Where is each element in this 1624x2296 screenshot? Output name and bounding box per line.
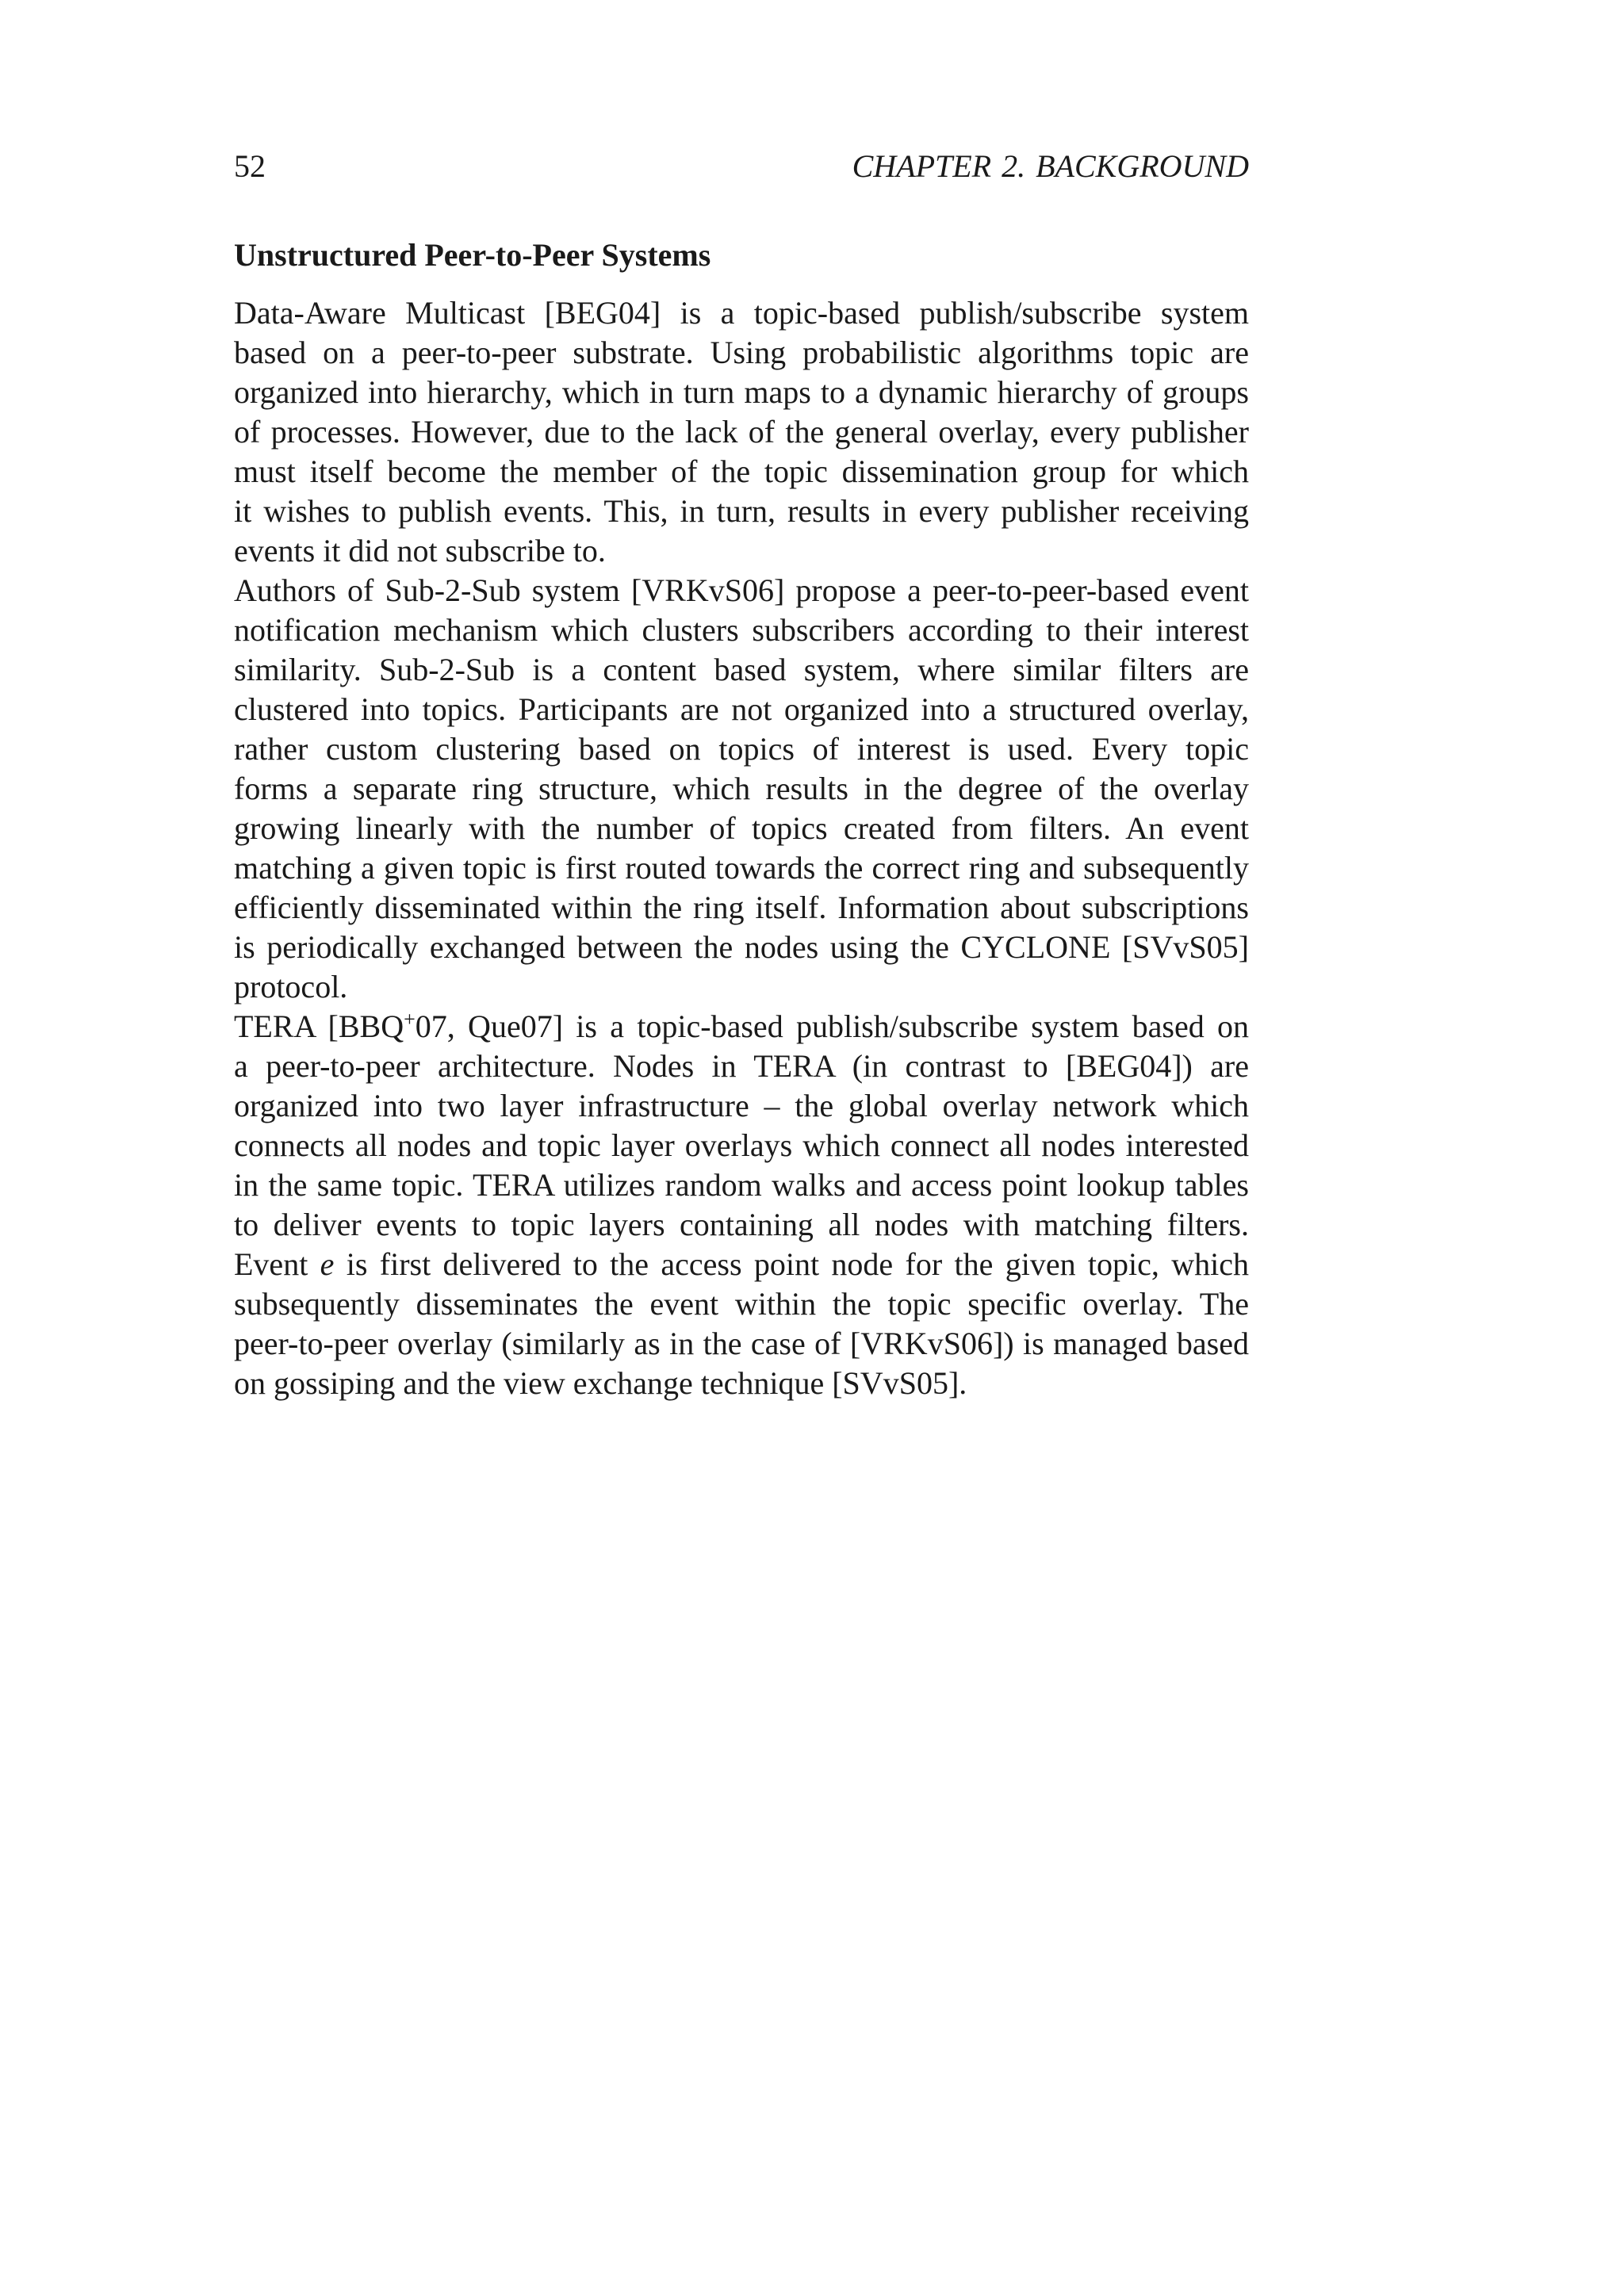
text-fragment: TERA [BBQ bbox=[234, 1008, 404, 1044]
text-line: based on a peer-to-peer substrate. Using probabilistic algorithms topic are bbox=[234, 335, 1249, 370]
text-line: of processes. However, due to the lack of the general overlay, every publisher bbox=[234, 414, 1249, 450]
text-line: notification mechanism which clusters subscribers according to their interest bbox=[234, 612, 1249, 648]
page-number: 52 bbox=[234, 148, 266, 184]
text-line: matching a given topic is first routed towards the correct ring and subsequently bbox=[234, 850, 1249, 886]
text-line: a peer-to-peer architecture. Nodes in TERA (in contrast to [BEG04]) are bbox=[234, 1048, 1249, 1084]
page-content bbox=[234, 143, 1250, 1401]
text-line: Data-Aware Multicast [BEG04] is a topic-based publish/subscribe system bbox=[234, 295, 1249, 331]
text-line: must itself become the member of the topic dissemination group for which bbox=[234, 453, 1249, 489]
text-line: protocol. bbox=[234, 969, 348, 1004]
text-line: subsequently disseminates the event within the topic specific overlay. The bbox=[234, 1286, 1249, 1322]
text-line: on gossiping and the view exchange technique [SVvS05]. bbox=[234, 1365, 967, 1401]
paragraph-data-aware-multicast bbox=[234, 293, 1249, 571]
text-fragment: is first delivered to the access point node for the given topic, which bbox=[334, 1246, 1250, 1282]
chapter-title: CHAPTER 2. BACKGROUND bbox=[852, 148, 1249, 184]
text-fragment: 07, Que07] is a topic-based publish/subscribe system based on bbox=[415, 1008, 1250, 1044]
text-line: organized into two layer infrastructure – the global overlay network which bbox=[234, 1088, 1249, 1123]
text-line: events it did not subscribe to. bbox=[234, 533, 606, 568]
text-line: growing linearly with the number of topics created from filters. An event bbox=[234, 810, 1249, 846]
text-line: organized into hierarchy, which in turn maps to a dynamic hierarchy of groups bbox=[234, 374, 1249, 410]
superscript: + bbox=[404, 1008, 416, 1031]
text-line: to deliver events to topic layers containing all nodes with matching filters. bbox=[234, 1207, 1249, 1242]
math-variable: e bbox=[320, 1246, 335, 1282]
text-line: Authors of Sub-2-Sub system [VRKvS06] propose a peer-to-peer-based event bbox=[234, 572, 1249, 608]
text-line: connects all nodes and topic layer overlays which connect all nodes interested bbox=[234, 1127, 1249, 1163]
text-line: rather custom clustering based on topics of interest is used. Every topic bbox=[234, 731, 1249, 767]
running-header bbox=[234, 143, 1249, 190]
text-line bbox=[234, 1007, 1249, 1047]
text-line: peer-to-peer overlay (similarly as in the case of [VRKvS06]) is managed based bbox=[234, 1326, 1249, 1361]
paragraph-sub-2-sub bbox=[234, 571, 1249, 1007]
text-line: it wishes to publish events. This, in turn, results in every publisher receiving bbox=[234, 493, 1249, 529]
body-text bbox=[234, 293, 1249, 1403]
text-line: similarity. Sub-2-Sub is a content based system, where similar filters are bbox=[234, 652, 1249, 687]
text-line: in the same topic. TERA utilizes random walks and access point lookup tables bbox=[234, 1167, 1249, 1203]
text-line: efficiently disseminated within the ring itself. Information about subscriptions bbox=[234, 890, 1249, 925]
text-fragment: Event bbox=[234, 1246, 320, 1282]
paragraph-tera bbox=[234, 1007, 1249, 1403]
section-heading: Unstructured Peer-to-Peer Systems bbox=[234, 237, 711, 273]
text-line: clustered into topics. Participants are not organized into a structured overlay, bbox=[234, 691, 1249, 727]
text-line bbox=[234, 1245, 1249, 1284]
text-line: is periodically exchanged between the nodes using the CYCLONE [SVvS05] bbox=[234, 929, 1249, 965]
text-line: forms a separate ring structure, which results in the degree of the overlay bbox=[234, 771, 1249, 806]
